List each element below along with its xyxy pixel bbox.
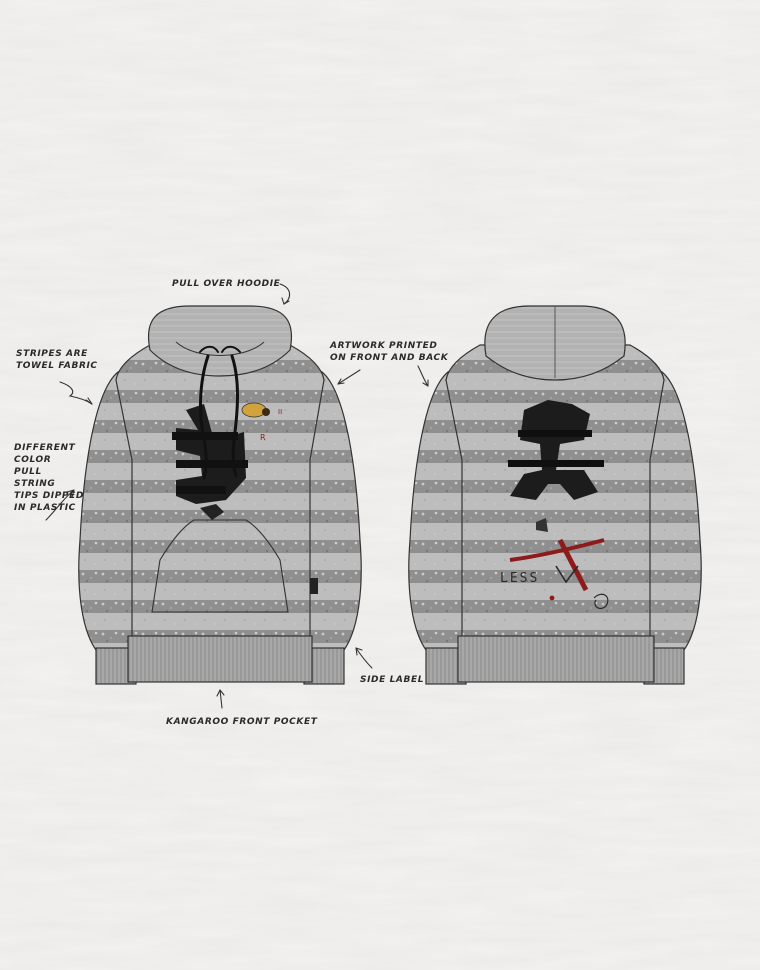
front-waistband [128,636,312,682]
side-label-tag [310,578,318,594]
arrow-artwork-front [338,370,360,384]
label-pull-over-hoodie: PULL OVER HOODIE [172,279,281,289]
label-side-label: SIDE LABEL [360,675,425,685]
back-waistband [458,636,654,682]
label-pull-string-tips: DIFFERENT COLOR PULL STRING TIPS DIPPED IN PLASTIC [14,443,84,513]
label-artwork-printed: ARTWORK PRINTED ON FRONT AND BACK [330,341,449,363]
arrow-side-label [356,648,372,668]
back-print-text: LESS [500,571,540,586]
svg-text:R: R [260,433,266,442]
back-body [446,345,664,640]
label-stripes-towel-fabric: STRIPES ARE TOWEL FABRIC [16,349,98,371]
back-hoodie [409,306,701,684]
label-kangaroo-pocket: KANGAROO FRONT POCKET [166,717,318,727]
svg-text:II: II [278,408,283,416]
